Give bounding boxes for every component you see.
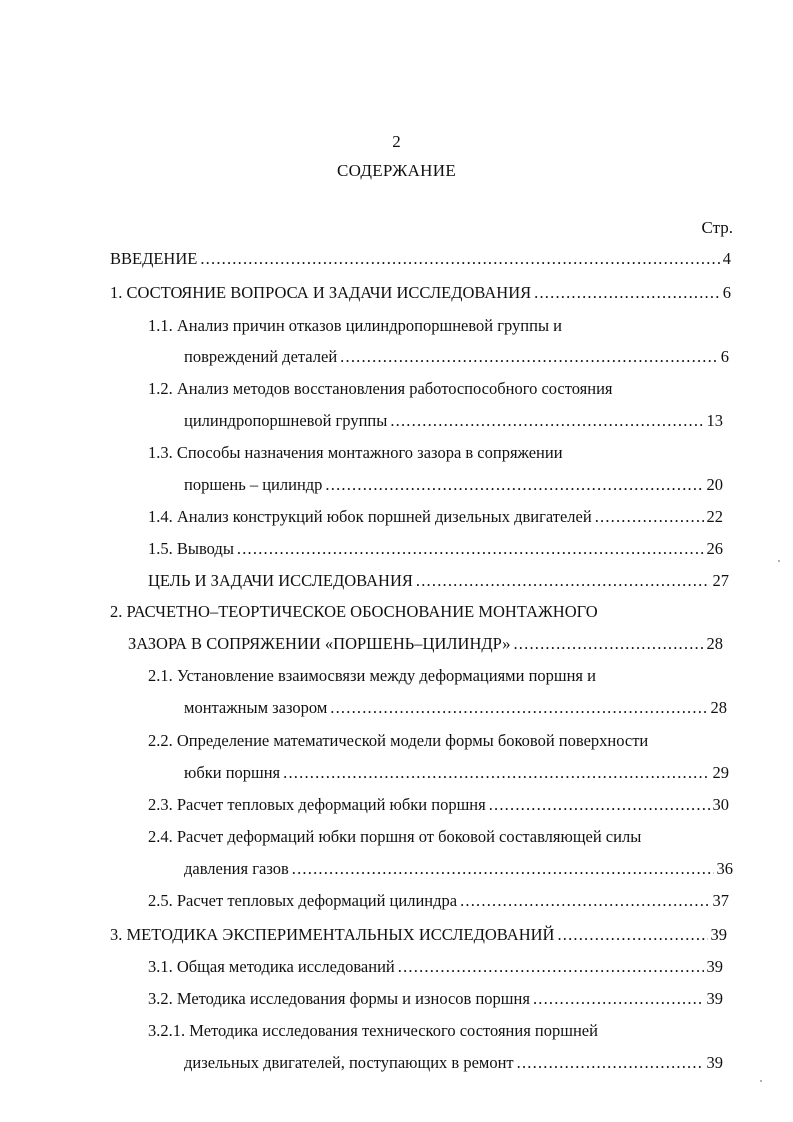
toc-leader-dots bbox=[390, 411, 703, 431]
toc-entry-title: цилиндропоршневой группы bbox=[184, 411, 388, 430]
toc-leader-dots bbox=[325, 475, 703, 495]
toc-entry-1-1[interactable] bbox=[184, 347, 729, 367]
toc-entry-1-3[interactable] bbox=[184, 475, 723, 495]
toc-entry-2-4[interactable] bbox=[184, 859, 733, 879]
toc-entry-1-2-line1[interactable]: 1.2. Анализ методов восстановления работоспособного состояния bbox=[148, 379, 613, 398]
scan-speck bbox=[778, 560, 780, 562]
toc-entry-2-1-line1[interactable]: 2.1. Установление взаимосвязи между деформациями поршня и bbox=[148, 666, 596, 685]
toc-entry-page: 20 bbox=[706, 475, 723, 494]
toc-entry-title: 1.5. Выводы bbox=[148, 539, 234, 558]
toc-entry-page: 26 bbox=[706, 539, 723, 558]
toc-entry-title: давления газов bbox=[184, 859, 289, 878]
page-number: 2 bbox=[392, 132, 401, 151]
toc-leader-dots bbox=[595, 507, 704, 527]
toc-entry-chapter-2-line1[interactable]: 2. РАСЧЕТНО–ТЕОРТИЧЕСКОЕ ОБОСНОВАНИЕ МОНТАЖНОГО bbox=[110, 602, 598, 621]
toc-entry-3-1[interactable] bbox=[148, 957, 723, 977]
toc-entry-introduction[interactable] bbox=[110, 249, 731, 269]
toc-entry-page: 39 bbox=[710, 925, 727, 944]
toc-entry-page: 27 bbox=[712, 571, 729, 590]
toc-entry-page: 6 bbox=[722, 283, 731, 302]
toc-entry-1-1-line1[interactable]: 1.1. Анализ причин отказов цилиндропоршневой группы и bbox=[148, 316, 562, 335]
toc-entry-title: 2.3. Расчет тепловых деформаций юбки поршня bbox=[148, 795, 486, 814]
page-column-label: Стр. bbox=[701, 218, 733, 237]
toc-leader-dots bbox=[330, 698, 707, 718]
toc-leader-dots bbox=[237, 539, 704, 559]
toc-entry-page: 22 bbox=[706, 507, 723, 526]
toc-entry-title: монтажным зазором bbox=[184, 698, 328, 717]
page-title: СОДЕРЖАНИЕ bbox=[336, 161, 457, 180]
toc-entry-title: 3. МЕТОДИКА ЭКСПЕРИМЕНТАЛЬНЫХ ИССЛЕДОВАНИЙ bbox=[110, 925, 555, 944]
toc-leader-dots bbox=[200, 249, 719, 269]
toc-entry-page: 30 bbox=[712, 795, 729, 814]
toc-entry-2-2-line1[interactable]: 2.2. Определение математической модели формы боковой поверхности bbox=[148, 731, 649, 750]
toc-entry-title: ЦЕЛЬ И ЗАДАЧИ ИССЛЕДОВАНИЯ bbox=[148, 571, 413, 590]
toc-entry-2-3[interactable] bbox=[148, 795, 729, 815]
toc-entry-3-2-1[interactable] bbox=[184, 1053, 723, 1073]
toc-entry-2-5[interactable] bbox=[148, 891, 729, 911]
toc-entry-page: 39 bbox=[706, 1053, 723, 1072]
toc-entry-page: 39 bbox=[706, 989, 723, 1008]
toc-entry-goals[interactable] bbox=[148, 571, 729, 591]
toc-entry-page: 39 bbox=[706, 957, 723, 976]
toc-leader-dots bbox=[517, 1053, 704, 1073]
toc-entry-title: 3.2. Методика исследования формы и износов поршня bbox=[148, 989, 530, 1008]
toc-leader-dots bbox=[460, 891, 709, 911]
toc-entry-page: 13 bbox=[706, 411, 723, 430]
toc-entry-title: 3.1. Общая методика исследований bbox=[148, 957, 395, 976]
toc-entry-page: 4 bbox=[722, 249, 731, 268]
toc-entry-page: 29 bbox=[712, 763, 729, 782]
toc-leader-dots bbox=[489, 795, 710, 815]
toc-entry-page: 37 bbox=[712, 891, 729, 910]
toc-entry-title: 1. СОСТОЯНИЕ ВОПРОСА И ЗАДАЧИ ИССЛЕДОВАНИЯ bbox=[110, 283, 532, 302]
toc-entry-1-3-line1[interactable]: 1.3. Способы назначения монтажного зазора в сопряжении bbox=[148, 443, 563, 462]
toc-leader-dots bbox=[340, 347, 718, 367]
toc-leader-dots bbox=[557, 925, 707, 945]
toc-leader-dots bbox=[283, 763, 709, 783]
toc-entry-page: 28 bbox=[710, 698, 727, 717]
toc-entry-title: поршень – цилиндр bbox=[184, 475, 323, 494]
toc-leader-dots bbox=[416, 571, 710, 591]
toc-entry-1-2[interactable] bbox=[184, 411, 723, 431]
toc-entry-title: повреждений деталей bbox=[184, 347, 338, 366]
toc-entry-2-2[interactable] bbox=[184, 763, 729, 783]
scan-speck bbox=[760, 1080, 762, 1082]
toc-entry-title: ЗАЗОРА В СОПРЯЖЕНИИ «ПОРШЕНЬ–ЦИЛИНДР» bbox=[128, 634, 511, 653]
toc-entry-chapter-3[interactable] bbox=[110, 925, 727, 945]
toc-entry-3-2-1-line1[interactable]: 3.2.1. Методика исследования технического состояния поршней bbox=[148, 1021, 598, 1040]
toc-entry-title: дизельных двигателей, поступающих в ремонт bbox=[184, 1053, 514, 1072]
toc-entry-title: ВВЕДЕНИЕ bbox=[110, 249, 198, 268]
toc-entry-page: 6 bbox=[720, 347, 729, 366]
toc-leader-dots bbox=[513, 634, 703, 654]
toc-entry-title: юбки поршня bbox=[184, 763, 281, 782]
toc-leader-dots bbox=[292, 859, 714, 879]
toc-entry-title: 2.5. Расчет тепловых деформаций цилиндра bbox=[148, 891, 458, 910]
toc-entry-3-2[interactable] bbox=[148, 989, 723, 1009]
toc-entry-page: 36 bbox=[716, 859, 733, 878]
toc-entry-1-4[interactable] bbox=[148, 507, 723, 527]
toc-leader-dots bbox=[534, 283, 720, 303]
toc-entry-2-4-line1[interactable]: 2.4. Расчет деформаций юбки поршня от боковой составляющей силы bbox=[148, 827, 642, 846]
toc-entry-chapter-1[interactable] bbox=[110, 283, 731, 303]
toc-entry-2-1[interactable] bbox=[184, 698, 727, 718]
toc-leader-dots bbox=[533, 989, 704, 1009]
toc-leader-dots bbox=[398, 957, 704, 977]
toc-entry-1-5[interactable] bbox=[148, 539, 723, 559]
toc-entry-page: 28 bbox=[706, 634, 723, 653]
toc-entry-title: 1.4. Анализ конструкций юбок поршней дизельных двигателей bbox=[148, 507, 592, 526]
toc-entry-chapter-2[interactable] bbox=[128, 634, 723, 654]
